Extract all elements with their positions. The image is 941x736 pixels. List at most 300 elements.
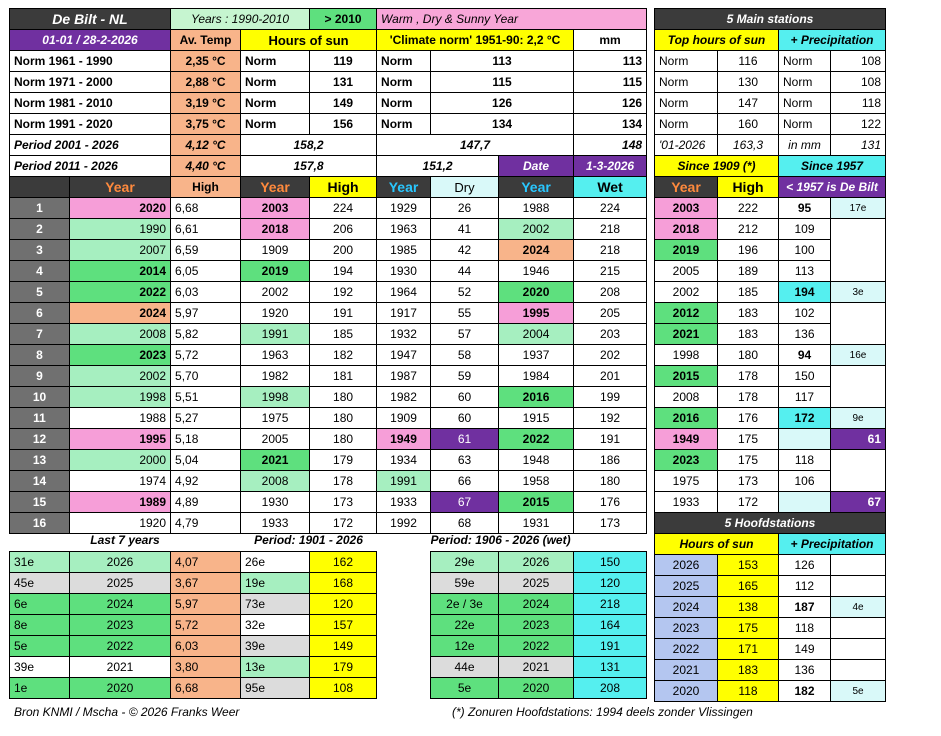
st-high-header: High	[718, 177, 779, 198]
wet-value: 199	[574, 387, 647, 408]
wet-value: 208	[574, 282, 647, 303]
temp-year: 2020	[70, 198, 171, 219]
temp-year: 1995	[70, 429, 171, 450]
year: 2025	[70, 572, 171, 593]
dry-year: 1985	[377, 240, 431, 261]
norm-label: Norm 1971 - 2000	[10, 72, 171, 93]
period-sun: 157,8	[241, 156, 377, 177]
st-precip: 136	[779, 324, 831, 345]
st-year: 2015	[655, 366, 718, 387]
st-year: 1975	[655, 471, 718, 492]
rank-row	[10, 429, 647, 450]
sun-year: 2018	[241, 219, 310, 240]
st-norm-text: Norm	[779, 51, 831, 72]
sun-year: 2021	[241, 450, 310, 471]
hoofd-sun: 175	[718, 618, 779, 639]
st-precip: 100	[779, 240, 831, 261]
norm-mm: 126	[574, 93, 647, 114]
st-row	[655, 366, 886, 387]
st-rank: 17e	[831, 198, 886, 219]
st-year: 1949	[655, 429, 718, 450]
temp-value: 6,68	[171, 198, 241, 219]
hoofd-rank	[831, 639, 886, 660]
st-period-mm: in mm	[779, 135, 831, 156]
temp-value: 3,67	[171, 572, 241, 593]
dry-value: 60	[431, 387, 499, 408]
footer-note: (*) Zonuren Hoofdstations: 1994 deels zonder Vlissingen	[452, 705, 753, 719]
st-norm-precip: 122	[831, 114, 886, 135]
year: 2023	[70, 614, 171, 635]
norm-row	[10, 114, 647, 135]
year: 2024	[70, 593, 171, 614]
temp-year: 2000	[70, 450, 171, 471]
hoofd-sun: 171	[718, 639, 779, 660]
dry-year: 1934	[377, 450, 431, 471]
st-row	[655, 429, 886, 450]
dry-year: 1963	[377, 219, 431, 240]
sun-year: 1920	[241, 303, 310, 324]
temp-year: 2024	[70, 303, 171, 324]
temp-rank: 6e	[10, 593, 70, 614]
dry-value: 57	[431, 324, 499, 345]
sun-rank: 39e	[241, 635, 310, 656]
st-norm-precip: 118	[831, 93, 886, 114]
norm-label: Norm 1981 - 2010	[10, 93, 171, 114]
rank-number: 12	[10, 429, 70, 450]
main-table	[9, 8, 647, 534]
wet-year: 1946	[499, 261, 574, 282]
dry-value: 63	[431, 450, 499, 471]
title: De Bilt - NL	[10, 9, 171, 30]
period-label: Period 2001 - 2026	[10, 135, 171, 156]
st-row	[655, 282, 886, 303]
st-sun: 222	[718, 198, 779, 219]
temp-value: 4,07	[171, 551, 241, 572]
spacer	[377, 635, 431, 656]
temp-value: 5,51	[171, 387, 241, 408]
wet-rank: 44e	[431, 656, 499, 677]
sun-year: 1982	[241, 366, 310, 387]
date-value: 1-3-2026	[574, 156, 647, 177]
temp-value: 5,72	[171, 614, 241, 635]
wet-year: 1958	[499, 471, 574, 492]
dry-year: 1933	[377, 492, 431, 513]
norm-text: Norm	[377, 114, 431, 135]
wet-year: 2026	[499, 551, 574, 572]
temp-value: 6,68	[171, 677, 241, 698]
sun-value: 168	[310, 572, 377, 593]
hoofd-precip: 136	[779, 660, 831, 681]
hoofd-row	[655, 576, 886, 597]
wet-year: 1995	[499, 303, 574, 324]
sun-value: 191	[310, 303, 377, 324]
temp-year: 1990	[70, 219, 171, 240]
dry-value: 55	[431, 303, 499, 324]
norm-text: Norm	[377, 51, 431, 72]
st-norm-text: Norm	[655, 114, 718, 135]
st-norm-precip: 108	[831, 72, 886, 93]
rank-row	[10, 219, 647, 240]
norm-row	[10, 51, 647, 72]
wet-year: 2022	[499, 635, 574, 656]
wet-year: 1937	[499, 345, 574, 366]
st-precip: 118	[779, 450, 831, 471]
st-year: 1933	[655, 492, 718, 513]
hoofd-sun-header: Hours of sun	[655, 534, 779, 555]
last7-row	[10, 593, 647, 614]
st-note: < 1957 is De Bilt	[779, 177, 886, 198]
st-norm-sun: 160	[718, 114, 779, 135]
wet-year: 2022	[499, 429, 574, 450]
wet-value: 208	[574, 677, 647, 698]
st-rank	[831, 219, 886, 240]
st-norm-text: Norm	[655, 72, 718, 93]
temp-value: 4,92	[171, 471, 241, 492]
st-year: 2012	[655, 303, 718, 324]
hoofd-row	[655, 681, 886, 702]
st-norm-sun: 147	[718, 93, 779, 114]
footer-source: Bron KNMI / Mscha - © 2026 Franks Weer	[14, 705, 240, 719]
temp-year: 1998	[70, 387, 171, 408]
spacer	[377, 551, 431, 572]
temp-year: 1974	[70, 471, 171, 492]
temp-value: 5,72	[171, 345, 241, 366]
st-row	[655, 261, 886, 282]
wet-value: 202	[574, 345, 647, 366]
sun-value: 185	[310, 324, 377, 345]
rank-row	[10, 408, 647, 429]
st-period-sun: 163,3	[718, 135, 779, 156]
wet-year: 1948	[499, 450, 574, 471]
sun-value: 178	[310, 471, 377, 492]
temp-value: 5,04	[171, 450, 241, 471]
last7-row	[10, 614, 647, 635]
sun-year: 1963	[241, 345, 310, 366]
dry-value: 66	[431, 471, 499, 492]
climate-norm: 'Climate norm' 1951-90: 2,2 °C	[377, 30, 574, 51]
temp-rank: 39e	[10, 656, 70, 677]
year-header: Year	[70, 177, 171, 198]
spacer	[377, 614, 431, 635]
sun-rank: 95e	[241, 677, 310, 698]
dry-year: 1917	[377, 303, 431, 324]
hoofd-year: 2021	[655, 660, 718, 681]
wet-value: 191	[574, 635, 647, 656]
hoofd-row	[655, 639, 886, 660]
hoofd-row	[655, 660, 886, 681]
norm-row	[10, 93, 647, 114]
st-norm-row	[655, 114, 886, 135]
wet-year: 2025	[499, 572, 574, 593]
wet-year: 1915	[499, 408, 574, 429]
norm-row	[10, 72, 647, 93]
norm-text: Norm	[241, 93, 310, 114]
wet-value: 218	[574, 240, 647, 261]
norm-label: Norm 1991 - 2020	[10, 114, 171, 135]
wet-value: 218	[574, 219, 647, 240]
norm-dry: 115	[431, 72, 574, 93]
rank-row	[10, 282, 647, 303]
wet-year: 2020	[499, 677, 574, 698]
dry-value: 52	[431, 282, 499, 303]
st-norm-sun: 116	[718, 51, 779, 72]
norm-mm: 115	[574, 72, 647, 93]
sun-value: 180	[310, 408, 377, 429]
sun-value: 224	[310, 198, 377, 219]
sun-year: 1909	[241, 240, 310, 261]
temp-value: 6,03	[171, 635, 241, 656]
sun-value: 192	[310, 282, 377, 303]
hoofd-precip: 182	[779, 681, 831, 702]
date-range: 01-01 / 28-2-2026	[10, 30, 171, 51]
hoofd-rank: 5e	[831, 681, 886, 702]
st-year: 2003	[655, 198, 718, 219]
sun-value: 172	[310, 513, 377, 534]
sun-year: 1930	[241, 492, 310, 513]
st-sun: 178	[718, 387, 779, 408]
period-sun: 158,2	[241, 135, 377, 156]
rank-row	[10, 471, 647, 492]
hoofd-rank	[831, 555, 886, 576]
sun-value: 149	[310, 635, 377, 656]
norm-sun: 149	[310, 93, 377, 114]
dry-year: 1932	[377, 324, 431, 345]
hoofd-precip: 187	[779, 597, 831, 618]
st-sun: 175	[718, 450, 779, 471]
years-label: Years : 1990-2010	[171, 9, 310, 30]
rank-row	[10, 303, 647, 324]
wet-value: 131	[574, 656, 647, 677]
rank-number: 6	[10, 303, 70, 324]
st-precip: 102	[779, 303, 831, 324]
sun-value: 180	[310, 429, 377, 450]
st-sun: 189	[718, 261, 779, 282]
temp-value: 5,70	[171, 366, 241, 387]
rank-row	[10, 492, 647, 513]
wet-rank: 5e	[431, 677, 499, 698]
dry-value: 68	[431, 513, 499, 534]
rank-number: 1	[10, 198, 70, 219]
wet-value: 176	[574, 492, 647, 513]
st-precip: 95	[779, 198, 831, 219]
sun-year: 1933	[241, 513, 310, 534]
wet-value: 180	[574, 471, 647, 492]
st-norm-text: Norm	[779, 93, 831, 114]
st-row	[655, 471, 886, 492]
rank-row	[10, 324, 647, 345]
wet-year: 2020	[499, 282, 574, 303]
st-sun: 178	[718, 366, 779, 387]
spacer	[377, 677, 431, 698]
rank-row	[10, 261, 647, 282]
st-period-label: '01-2026	[655, 135, 718, 156]
st-year: 2019	[655, 240, 718, 261]
dry-value: 44	[431, 261, 499, 282]
sun-year: 2002	[241, 282, 310, 303]
wet-value: 218	[574, 593, 647, 614]
temp-year: 2014	[70, 261, 171, 282]
wet-year: 2016	[499, 387, 574, 408]
hours-sun-header: Hours of sun	[241, 30, 377, 51]
gt-label: > 2010	[310, 9, 377, 30]
sun-year: 2003	[241, 198, 310, 219]
year: 2026	[70, 551, 171, 572]
norm-sun: 119	[310, 51, 377, 72]
norm-temp: 2,35 °C	[171, 51, 241, 72]
st-rank: 67	[831, 492, 886, 513]
wet-year: 2024	[499, 240, 574, 261]
st-norm-text: Norm	[779, 114, 831, 135]
temp-year: 2022	[70, 282, 171, 303]
sun-value: 173	[310, 492, 377, 513]
st-precip	[779, 429, 831, 450]
st-precip: 109	[779, 219, 831, 240]
rank-number: 13	[10, 450, 70, 471]
st-sun: 196	[718, 240, 779, 261]
st-norm-row	[655, 51, 886, 72]
p1906-header: Period: 1906 - 2026 (wet)	[430, 533, 571, 548]
st-row	[655, 450, 886, 471]
sun-rank: 32e	[241, 614, 310, 635]
st-year-header: Year	[655, 177, 718, 198]
dry-value: 60	[431, 408, 499, 429]
st-rank	[831, 324, 886, 345]
period-dry: 147,7	[377, 135, 574, 156]
norm-temp: 3,19 °C	[171, 93, 241, 114]
st-year: 2002	[655, 282, 718, 303]
norm-sun: 156	[310, 114, 377, 135]
sun-rank: 19e	[241, 572, 310, 593]
norm-temp: 3,75 °C	[171, 114, 241, 135]
sun-value: 108	[310, 677, 377, 698]
hoofd-row	[655, 618, 886, 639]
st-norm-precip: 108	[831, 51, 886, 72]
hoofd-year: 2023	[655, 618, 718, 639]
hoofd-precip: 126	[779, 555, 831, 576]
wet-year: 1988	[499, 198, 574, 219]
st-precip: 194	[779, 282, 831, 303]
st-year: 2008	[655, 387, 718, 408]
temp-value: 6,61	[171, 219, 241, 240]
wet-value: 205	[574, 303, 647, 324]
temp-value: 6,59	[171, 240, 241, 261]
temp-value: 4,89	[171, 492, 241, 513]
sun-rank: 13e	[241, 656, 310, 677]
rank-number: 8	[10, 345, 70, 366]
sun-year: 2019	[241, 261, 310, 282]
sun-value: 120	[310, 593, 377, 614]
st-precip	[779, 492, 831, 513]
hoofd-rank	[831, 576, 886, 597]
st-norm-text: Norm	[655, 51, 718, 72]
st-row	[655, 492, 886, 513]
wet-value: 150	[574, 551, 647, 572]
st-row	[655, 240, 886, 261]
rank-row	[10, 345, 647, 366]
st-sun: 212	[718, 219, 779, 240]
wet-value: 173	[574, 513, 647, 534]
temp-rank: 8e	[10, 614, 70, 635]
temp-year: 2008	[70, 324, 171, 345]
sun-value: 157	[310, 614, 377, 635]
rank-number: 14	[10, 471, 70, 492]
wet-value: 215	[574, 261, 647, 282]
st-row	[655, 198, 886, 219]
sun-year: 2005	[241, 429, 310, 450]
hoofd-year: 2022	[655, 639, 718, 660]
year-header: Year	[241, 177, 310, 198]
since-1957: Since 1957	[779, 156, 886, 177]
st-precip: 94	[779, 345, 831, 366]
wet-year: 2015	[499, 492, 574, 513]
precip-header: + Precipitation	[779, 30, 886, 51]
period-mm: 148	[574, 135, 647, 156]
st-norm-sun: 130	[718, 72, 779, 93]
st-row	[655, 345, 886, 366]
temp-year: 2002	[70, 366, 171, 387]
st-rank	[831, 261, 886, 282]
stations-title: 5 Main stations	[655, 9, 886, 30]
dry-value: 59	[431, 366, 499, 387]
spacer	[377, 656, 431, 677]
st-sun: 176	[718, 408, 779, 429]
high-header: High	[171, 177, 241, 198]
sun-value: 162	[310, 551, 377, 572]
hoofd-sun: 118	[718, 681, 779, 702]
norm-dry: 113	[431, 51, 574, 72]
wet-rank: 12e	[431, 635, 499, 656]
year-header: Year	[377, 177, 431, 198]
hoofd-precip: 118	[779, 618, 831, 639]
rank-number: 15	[10, 492, 70, 513]
wet-year: 2023	[499, 614, 574, 635]
st-norm-text: Norm	[779, 72, 831, 93]
period-temp: 4,12 °C	[171, 135, 241, 156]
st-year: 1998	[655, 345, 718, 366]
wet-rank: 29e	[431, 551, 499, 572]
st-sun: 172	[718, 492, 779, 513]
rank-number: 2	[10, 219, 70, 240]
wet-year: 2021	[499, 656, 574, 677]
wet-value: 186	[574, 450, 647, 471]
temp-value: 5,82	[171, 324, 241, 345]
dry-value: 42	[431, 240, 499, 261]
hoofd-sun: 138	[718, 597, 779, 618]
wet-value: 201	[574, 366, 647, 387]
sun-value: 200	[310, 240, 377, 261]
sun-year: 1998	[241, 387, 310, 408]
norm-text: Norm	[377, 72, 431, 93]
hoofd-title: 5 Hoofdstations	[655, 513, 886, 534]
norm-dry: 126	[431, 93, 574, 114]
wet-header: Wet	[574, 177, 647, 198]
rank-number: 10	[10, 387, 70, 408]
wet-value: 191	[574, 429, 647, 450]
rank-row	[10, 366, 647, 387]
temp-value: 5,27	[171, 408, 241, 429]
dry-year: 1991	[377, 471, 431, 492]
wet-value: 164	[574, 614, 647, 635]
st-precip: 117	[779, 387, 831, 408]
temp-value: 6,03	[171, 282, 241, 303]
norm-mm: 113	[574, 51, 647, 72]
stations-table	[654, 8, 886, 702]
rank-number: 7	[10, 324, 70, 345]
period-label: Period 2011 - 2026	[10, 156, 171, 177]
sun-value: 194	[310, 261, 377, 282]
sun-year: 1991	[241, 324, 310, 345]
rank-number: 5	[10, 282, 70, 303]
